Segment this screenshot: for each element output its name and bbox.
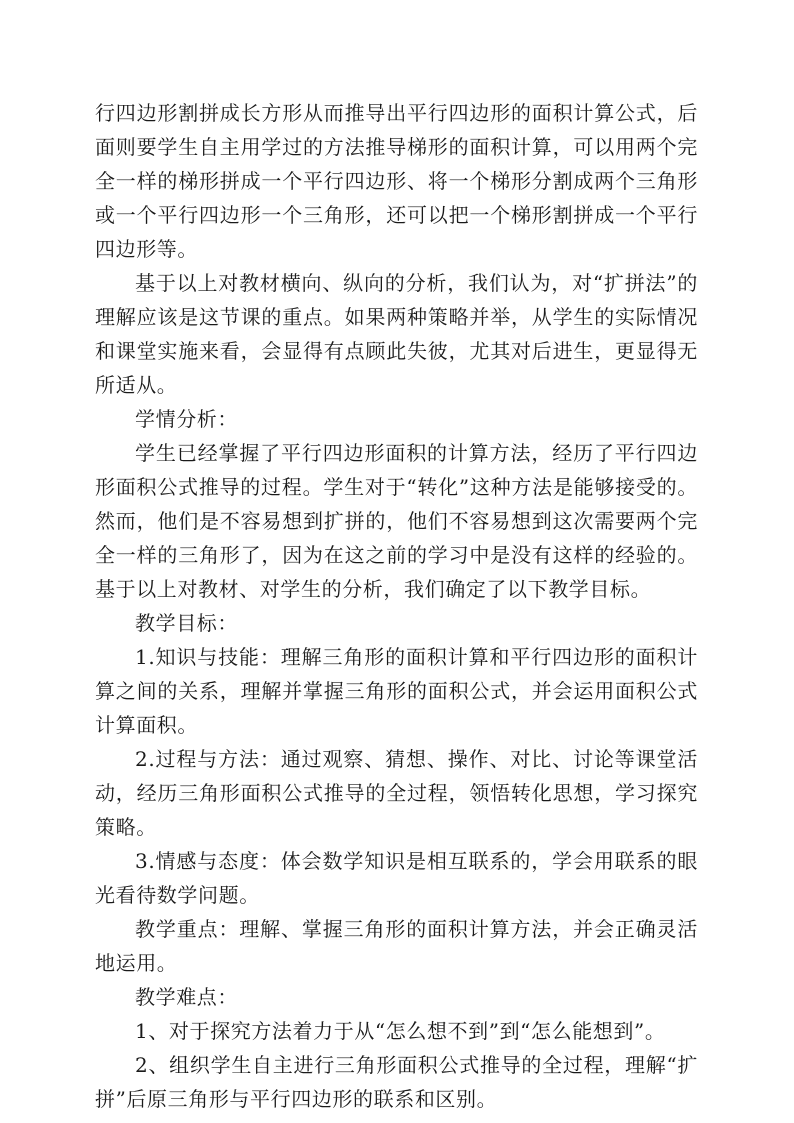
goal-emotion-attitude: 3.情感与态度：体会数学知识是相互联系的，学会用联系的眼光看待数学问题。 bbox=[95, 849, 698, 907]
difficulty-item-2: 2、组织学生自主进行三角形面积公式推导的全过程，理解“扩拼”后原三角形与平行四边形的联系和区别。 bbox=[95, 1053, 698, 1111]
teaching-key-point: 教学重点：理解、掌握三角形的面积计算方法，并会正确灵活地运用。 bbox=[95, 917, 698, 975]
difficulty-item-1: 1、对于探究方法着力于从“怎么想不到”到“怎么能想到”。 bbox=[135, 1019, 666, 1043]
goal-knowledge-skills: 1.知识与技能：理解三角形的面积计算和平行四边形的面积计算之间的关系，理解并掌握三角形的面积公式，并会运用面积公式计算面积。 bbox=[95, 645, 698, 737]
paragraph-textbook-analysis: 基于以上对教材横向、纵向的分析，我们认为，对“扩拼法”的理解应该是这节课的重点。如果两种策略并举，从学生的实际情况和课堂实施来看，会显得有点顾此失彼，尤其对后进生，更显得无所适从。 bbox=[95, 271, 698, 397]
heading-student-analysis: 学情分析： bbox=[135, 407, 238, 431]
goal-process-method: 2.过程与方法：通过观察、猜想、操作、对比、讨论等课堂活动，经历三角形面积公式推导的全过程，领悟转化思想，学习探究策略。 bbox=[95, 747, 698, 839]
document-body bbox=[95, 96, 698, 1116]
paragraph-continuation: 行四边形割拼成长方形从而推导出平行四边形的面积计算公式，后面则要学生自主用学过的方法推导梯形的面积计算，可以用两个完全一样的梯形拼成一个平行四边形、将一个梯形分割成两个三角形或一个平行四边形一个三角形，还可以把一个梯形割拼成一个平行四边形等。 bbox=[95, 101, 698, 261]
heading-teaching-difficulty: 教学难点： bbox=[135, 985, 238, 1009]
paragraph-student-analysis: 学生已经掌握了平行四边形面积的计算方法，经历了平行四边形面积公式推导的过程。学生对于“转化”这种方法是能够接受的。然而，他们是不容易想到扩拼的，他们不容易想到这次需要两个完全一样的三角形了，因为在这之前的学习中是没有这样的经验的。基于以上对教材、对学生的分析，我们确定了以下教学目标。 bbox=[95, 441, 698, 601]
heading-teaching-goals: 教学目标： bbox=[135, 611, 238, 635]
